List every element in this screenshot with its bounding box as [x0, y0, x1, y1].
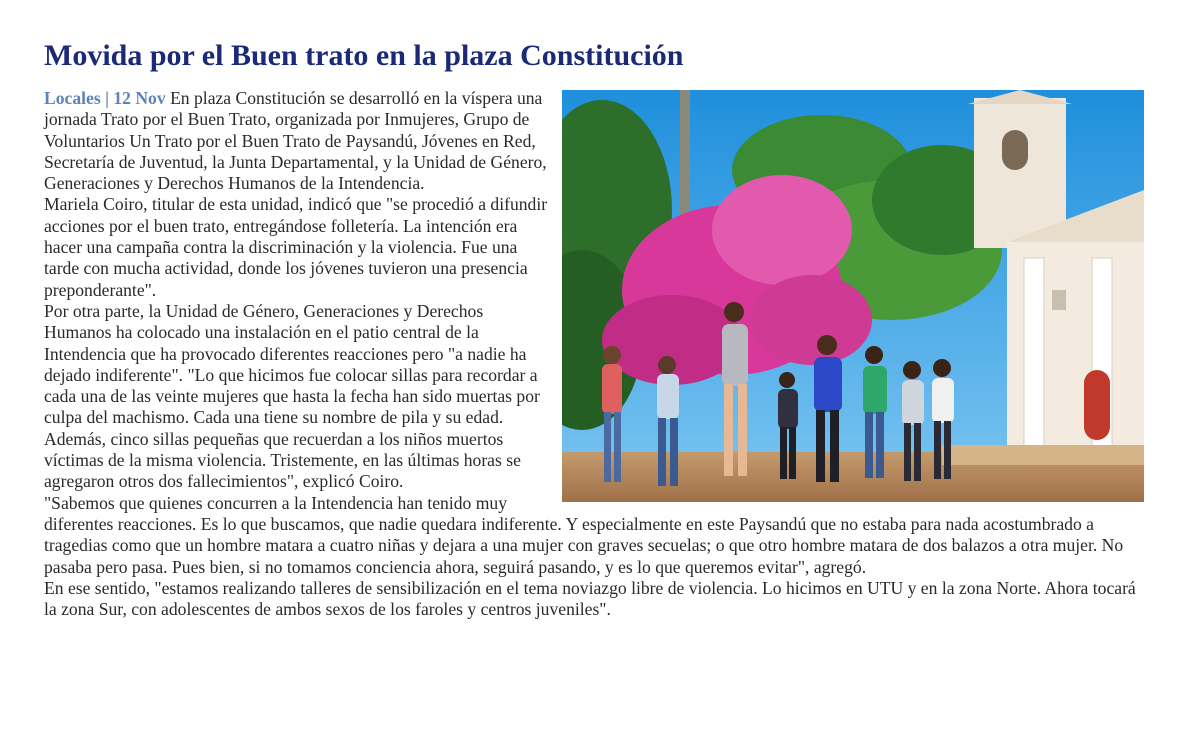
- paragraph: En plaza Constitución se desarrolló en la víspera una jornada Trato por el Buen Trato, organizada por Inmujeres, Grupo de Voluntarios Un Trato por el Buen Trato de Paysandú, Jóvenes en Red, Secretaría de Juventud, la Junta Departamental, y la Unidad de Género, Generaciones y Derechos Humanos de la Intendencia.: [44, 88, 547, 194]
- paragraph: Mariela Coiro, titular de esta unidad, indicó que "se procedió a difundir acciones por el buen trato, entregándose folletería. La intención era hacer una campaña contra la discriminación y la violencia. Fue una tarde con mucha actividad, donde los jóvenes tuvieron una presencia preponderante".: [44, 194, 548, 300]
- article-section[interactable]: Locales: [44, 88, 101, 108]
- article-date: 12 Nov: [113, 88, 166, 108]
- paragraph: "Sabemos que quienes concurren a la Intendencia han tenido muy diferentes reacciones. Es lo que buscamos, que nadie quedara indiferente. Y especialmente en este Paysandú que no estaba para nada acostumbrado a tragedias como que un hombre matara a cuatro niñas y dejara a una mujer con graves secuelas; o que otro hombre matara de dos balazos a otra mujer. No pasaba pero pasa. Pues bien, si no tomamos conciencia ahora, seguirá pasando, y es lo que queremos evitar", agregó.: [44, 492, 1124, 577]
- article-title[interactable]: Movida por el Buen trato en la plaza Constitución: [44, 39, 684, 72]
- article-dateline: [44, 88, 166, 108]
- paragraph: Por otra parte, la Unidad de Género, Generaciones y Derechos Humanos ha colocado una instalación en el patio central de la Intendencia que ha provocado diferentes reacciones pero "a nadie ha dejado indiferente". "Lo que hicimos fue colocar sillas para recordar a cada una de las veinte mujeres que hasta la fecha han sido muertas por culpa del machismo. Cada una tiene su nombre de pila y su edad. Además, cinco sillas pequeñas que recuerdan a los niños muertos víctimas de la misma violencia. Tristemente, en las últimas horas se agregaron otros dos fallecimientos", explicó Coiro.: [44, 300, 540, 492]
- article: [44, 38, 1144, 620]
- article-photo[interactable]: [562, 90, 1144, 502]
- article-body: [44, 88, 1144, 620]
- paragraph: En ese sentido, "estamos realizando talleres de sensibilización en el tema noviazgo libre de violencia. Lo hicimos en UTU y en la zona Norte. Ahora tocará la zona Sur, con adolescentes de ambos sexos de los faroles y centros juveniles".: [44, 577, 1136, 620]
- dateline-separator: |: [100, 88, 114, 108]
